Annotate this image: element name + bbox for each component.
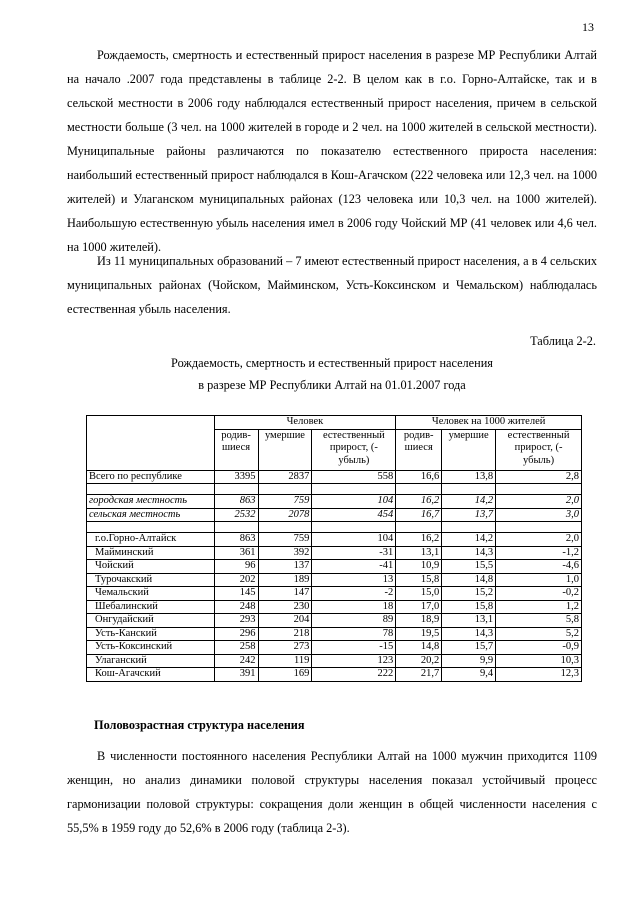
table-cell: 759 (258, 495, 312, 509)
table-row-municipality (87, 641, 582, 655)
table-cell: 13 (312, 573, 396, 587)
table-cell: 13,8 (442, 470, 496, 484)
table-cell: 230 (258, 600, 312, 614)
table-cell: 2837 (258, 470, 312, 484)
table-cell: 14,8 (442, 573, 496, 587)
table-cell: 2078 (258, 508, 312, 522)
table-cell: -1,2 (496, 546, 582, 560)
table-cell: 391 (214, 668, 258, 682)
table-cell: 18 (312, 600, 396, 614)
table-row-municipality (87, 668, 582, 682)
table-cell: 104 (312, 533, 396, 547)
table-cell: 20,2 (396, 654, 442, 668)
table-cell: 15,5 (442, 560, 496, 574)
table-cell: 15,7 (442, 641, 496, 655)
table-cell: 863 (214, 495, 258, 509)
table-cell: 759 (258, 533, 312, 547)
table-header-persons: Человек (214, 416, 396, 430)
table-cell: 16,7 (396, 508, 442, 522)
table-col-born-per1000: родив-шиеся (396, 429, 442, 470)
table-cell: 15,8 (442, 600, 496, 614)
row-label: Майминский (87, 546, 215, 560)
table-spacer-row (87, 522, 582, 533)
table-cell: 273 (258, 641, 312, 655)
birth-death-table (86, 415, 582, 682)
table-cell: 15,0 (396, 587, 442, 601)
row-label: Усть-Коксинский (87, 641, 215, 655)
table-cell: -0,9 (496, 641, 582, 655)
table-header-per1000: Человек на 1000 жителей (396, 416, 582, 430)
table-cell: 5,2 (496, 627, 582, 641)
row-label: Всего по республике (87, 470, 215, 484)
table-cell: 2532 (214, 508, 258, 522)
table-cell: 10,9 (396, 560, 442, 574)
table-cell: 14,3 (442, 627, 496, 641)
row-label: г.о.Горно-Алтайск (87, 533, 215, 547)
table-cell: 13,1 (442, 614, 496, 628)
row-label: городская местность (87, 495, 215, 509)
table-cell: 119 (258, 654, 312, 668)
table-col-natural: естественный прирост, (- убыль) (312, 429, 396, 470)
table-cell: 17,0 (396, 600, 442, 614)
table-row-total (87, 470, 582, 484)
table-spacer-row (87, 484, 582, 495)
table-cell: 293 (214, 614, 258, 628)
table-cell: 18,9 (396, 614, 442, 628)
table-row-area (87, 508, 582, 522)
table-cell: 145 (214, 587, 258, 601)
row-label: Турочакский (87, 573, 215, 587)
table-cell: 204 (258, 614, 312, 628)
table-cell: 2,0 (496, 495, 582, 509)
table-cell: 16,6 (396, 470, 442, 484)
table-cell: 169 (258, 668, 312, 682)
row-label: Онгудайский (87, 614, 215, 628)
table-col-died: умершие (258, 429, 312, 470)
table-cell: 3395 (214, 470, 258, 484)
paragraph-sex-structure: В численности постоянного населения Республики Алтай на 1000 мужчин приходится 1109 женщин, но анализ динамики половой структуры населения показал устойчивый процесс гармонизации половой структуры: сокращения доли женщин в общей численности населения с 55,5% в 1959 году до 52,6% в 2006 году (таблица 2-3). (67, 749, 597, 835)
table-row-municipality (87, 627, 582, 641)
row-label: Усть-Канский (87, 627, 215, 641)
table-cell: 104 (312, 495, 396, 509)
table-cell: -4,6 (496, 560, 582, 574)
table-cell: 147 (258, 587, 312, 601)
table-cell: 361 (214, 546, 258, 560)
table-cell: 863 (214, 533, 258, 547)
table-cell: -31 (312, 546, 396, 560)
table-cell: 9,9 (442, 654, 496, 668)
table-cell: 137 (258, 560, 312, 574)
table-cell: 14,2 (442, 495, 496, 509)
table-cell: 5,8 (496, 614, 582, 628)
table-row-municipality (87, 587, 582, 601)
table-cell: 189 (258, 573, 312, 587)
row-label: Чойский (87, 560, 215, 574)
table-row-municipality (87, 546, 582, 560)
page-number: 13 (582, 20, 594, 34)
table-cell: 242 (214, 654, 258, 668)
table-cell: 13,7 (442, 508, 496, 522)
table-cell: 123 (312, 654, 396, 668)
table-cell: 558 (312, 470, 396, 484)
table-cell: 89 (312, 614, 396, 628)
table-cell: 9,4 (442, 668, 496, 682)
table-cell: 392 (258, 546, 312, 560)
table-caption-line1: Рождаемость, смертность и естественный прирост населения (171, 356, 493, 370)
table-cell: 218 (258, 627, 312, 641)
table-col-natural-per1000: естественный прирост, (- убыль) (496, 429, 582, 470)
table-cell: 296 (214, 627, 258, 641)
table-header-region (87, 416, 215, 471)
table-row-municipality (87, 614, 582, 628)
table-cell: 3,0 (496, 508, 582, 522)
table-cell: 16,2 (396, 495, 442, 509)
table-col-born: родив-шиеся (214, 429, 258, 470)
paragraph-municipal-summary: Из 11 муниципальных образований – 7 имеют естественный прирост населения, а в 4 сельских муниципальных районах (Чойском, Майминском, Усть-Коксинском и Чемальском) наблюдалась естественная убыль населения. (67, 254, 597, 316)
row-label: Кош-Агачский (87, 668, 215, 682)
table-cell: 12,3 (496, 668, 582, 682)
table-cell: 14,8 (396, 641, 442, 655)
table-col-died-per1000: умершие (442, 429, 496, 470)
table-cell: -15 (312, 641, 396, 655)
table-cell: 1,0 (496, 573, 582, 587)
table-cell: -2 (312, 587, 396, 601)
table-cell: 248 (214, 600, 258, 614)
table-row-municipality (87, 573, 582, 587)
table-cell: 13,1 (396, 546, 442, 560)
table-caption-line2: в разрезе МР Республики Алтай на 01.01.2007 года (198, 378, 466, 392)
table-cell: -41 (312, 560, 396, 574)
table-cell: 258 (214, 641, 258, 655)
table-cell: 14,2 (442, 533, 496, 547)
table-row-area (87, 495, 582, 509)
table-cell: 222 (312, 668, 396, 682)
table-cell: -0,2 (496, 587, 582, 601)
paragraph-birth-death-summary: Рождаемость, смертность и естественный прирост населения в разрезе МР Республики Алтай на начало .2007 года представлены в таблице 2-2. В целом как в г.о. Горно-Алтайске, так и в сельской местности в 2006 году наблюдался естественный прирост населения, причем в сельской местности больше (3 чел. на 1000 жителей в городе и 2 чел. на 1000 жителей в сельской местности). Муниципальные районы различаются по показателю естественного прироста населения: наибольший естественный прирост наблюдался в Кош-Агачском (222 человека или 12,3 чел. на 1000 жителей) и Улаганском муниципальных районах (123 человека или 10,3 чел. на 1000 жителей). Наибольшую естественную убыль населения имел в 2006 году Чойский МР (41 человек или 4,6 чел. на 1000 жителей). (67, 48, 597, 254)
table-row-municipality (87, 560, 582, 574)
row-label: Улаганский (87, 654, 215, 668)
table-cell: 78 (312, 627, 396, 641)
table-row-municipality (87, 654, 582, 668)
section-title-sex-age: Половозрастная структура населения (94, 718, 305, 732)
row-label: сельская местность (87, 508, 215, 522)
table-cell: 15,8 (396, 573, 442, 587)
table-row-municipality (87, 533, 582, 547)
row-label: Чемальский (87, 587, 215, 601)
table-cell: 202 (214, 573, 258, 587)
table-cell: 15,2 (442, 587, 496, 601)
table-cell: 16,2 (396, 533, 442, 547)
table-cell: 1,2 (496, 600, 582, 614)
table-cell: 2,8 (496, 470, 582, 484)
table-cell: 454 (312, 508, 396, 522)
table-cell: 19,5 (396, 627, 442, 641)
table-cell: 10,3 (496, 654, 582, 668)
table-cell: 2,0 (496, 533, 582, 547)
row-label: Шебалинский (87, 600, 215, 614)
table-label: Таблица 2-2. (530, 334, 596, 348)
table-cell: 14,3 (442, 546, 496, 560)
table-cell: 21,7 (396, 668, 442, 682)
table-cell: 96 (214, 560, 258, 574)
table-row-municipality (87, 600, 582, 614)
